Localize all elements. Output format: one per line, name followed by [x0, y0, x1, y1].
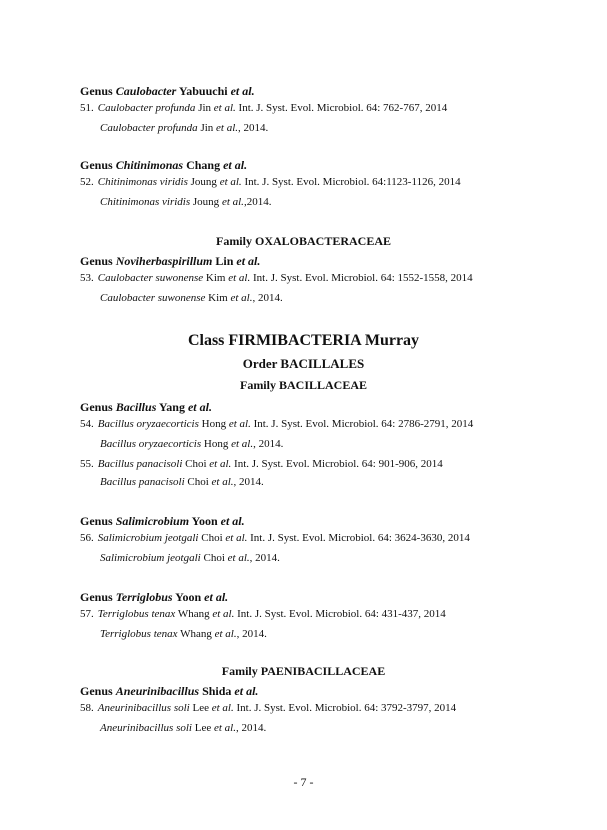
genus-name: Noviherbaspirillum [115, 254, 213, 268]
genus-etal: et al. [223, 158, 248, 172]
species-name: Salimicrobium jeotgali [97, 532, 199, 544]
species-author: Hong [198, 418, 229, 430]
genus-label: Genus [80, 158, 116, 172]
species-author: Choi [198, 532, 226, 544]
species-author: Choi [200, 552, 228, 564]
species-reference: Int. J. Syst. Evol. Microbiol. 64: 3624-3630, 2014 [247, 532, 470, 544]
genus-heading [80, 84, 255, 99]
species-etal: et al. [212, 608, 235, 620]
species-citation [100, 722, 266, 734]
species-reference: Int. J. Syst. Evol. Microbiol. 64: 431-437, 2014 [234, 608, 446, 620]
genus-author: Yang [156, 400, 188, 414]
genus-name: Caulobacter [115, 84, 177, 98]
species-etal: et al. [219, 176, 242, 188]
species-etal: et al. [214, 628, 237, 640]
species-reference: ,2014. [243, 196, 272, 208]
species-name: Bacillus panacisoli [100, 476, 185, 488]
species-entry [80, 532, 470, 544]
species-author: Lee [189, 702, 212, 714]
genus-label: Genus [80, 514, 116, 528]
genus-label: Genus [80, 684, 116, 698]
genus-author: Lin [212, 254, 237, 268]
entry-number: 54. [80, 418, 94, 430]
genus-name: Terriglobus [115, 590, 173, 604]
species-reference: , 2014. [252, 292, 283, 304]
species-etal: et al. [228, 418, 251, 430]
class-heading: Class FIRMIBACTERIA Murray [187, 332, 420, 349]
species-entry [80, 176, 461, 188]
species-citation [100, 552, 280, 564]
species-citation [100, 292, 283, 304]
species-name: Bacillus panacisoli [97, 458, 183, 470]
genus-name: Salimicrobium [115, 514, 190, 528]
species-entry [80, 272, 473, 284]
species-reference: , 2014. [253, 438, 284, 450]
species-reference: Int. J. Syst. Evol. Microbiol. 64:1123-1126, 2014 [241, 176, 461, 188]
species-reference: , 2014. [249, 552, 280, 564]
genus-author: Yabuuchi [176, 84, 231, 98]
species-etal: et al. [213, 722, 236, 734]
species-entry [80, 702, 456, 714]
species-etal: et al. [231, 438, 254, 450]
species-name: Caulobacter profunda [100, 122, 198, 134]
species-etal: et al. [216, 122, 239, 134]
genus-heading [80, 254, 260, 269]
species-name: Bacillus oryzaecorticis [97, 418, 199, 430]
species-author: Jin [195, 102, 214, 114]
genus-etal: et al. [230, 84, 255, 98]
species-entry [80, 608, 446, 620]
species-reference: , 2014. [238, 122, 269, 134]
genus-name: Chitinimonas [115, 158, 184, 172]
entry-number: 52. [80, 176, 94, 188]
genus-author: Yoon [172, 590, 205, 604]
species-reference: Int. J. Syst. Evol. Microbiol. 64: 762-767, 2014 [235, 102, 448, 114]
entry-number: 57. [80, 608, 94, 620]
species-etal: et al. [209, 458, 232, 470]
genus-heading [80, 590, 228, 605]
species-etal: et al. [228, 272, 251, 284]
family-heading: Family PAENIBACILLACEAE [221, 664, 386, 678]
species-reference: Int. J. Syst. Evol. Microbiol. 64: 3792-3797, 2014 [233, 702, 457, 714]
species-etal: et al. [221, 196, 244, 208]
entry-number: 53. [80, 272, 94, 284]
genus-heading [80, 158, 247, 173]
species-name: Caulobacter suwonense [97, 272, 204, 284]
genus-author: Shida [199, 684, 235, 698]
genus-label: Genus [80, 590, 116, 604]
species-name: Bacillus oryzaecorticis [100, 438, 202, 450]
genus-etal: et al. [187, 400, 212, 414]
genus-author: Chang [183, 158, 224, 172]
genus-name: Bacillus [115, 400, 157, 414]
species-entry [80, 102, 447, 114]
species-name: Aneurinibacillus soli [100, 722, 192, 734]
species-author: Choi [184, 476, 212, 488]
species-name: Caulobacter profunda [97, 102, 196, 114]
genus-name: Aneurinibacillus [115, 684, 200, 698]
genus-etal: et al. [220, 514, 245, 528]
genus-heading [80, 400, 212, 415]
genus-etal: et al. [236, 254, 261, 268]
species-reference: Int. J. Syst. Evol. Microbiol. 64: 901-906, 2014 [231, 458, 443, 470]
species-reference: , 2014. [236, 628, 267, 640]
species-citation [100, 628, 267, 640]
species-author: Whang [175, 608, 213, 620]
species-entry [80, 418, 473, 430]
genus-author: Yoon [189, 514, 221, 528]
species-etal: et al. [230, 292, 253, 304]
species-citation [100, 438, 283, 450]
genus-heading [80, 684, 258, 699]
species-reference: , 2014. [233, 476, 264, 488]
species-entry [80, 458, 443, 470]
species-author: Choi [182, 458, 210, 470]
species-author: Hong [201, 438, 232, 450]
genus-label: Genus [80, 254, 116, 268]
entry-number: 56. [80, 532, 94, 544]
species-name: Salimicrobium jeotgali [100, 552, 201, 564]
species-citation [100, 122, 268, 134]
species-author: Jin [197, 122, 217, 134]
order-heading: Order BACILLALES [242, 356, 365, 371]
genus-label: Genus [80, 400, 116, 414]
species-name: Chitinimonas viridis [97, 176, 188, 188]
species-author: Joung [187, 176, 220, 188]
species-reference: , 2014. [235, 722, 267, 734]
species-author: Whang [177, 628, 215, 640]
genus-heading [80, 514, 245, 529]
species-author: Lee [191, 722, 214, 734]
species-citation [100, 196, 271, 208]
species-author: Kim [203, 272, 229, 284]
entry-number: 58. [80, 702, 94, 714]
species-name: Terriglobus tenax [100, 628, 178, 640]
species-author: Kim [205, 292, 231, 304]
species-etal: et al. [211, 476, 234, 488]
species-etal: et al. [213, 102, 236, 114]
species-name: Aneurinibacillus soli [97, 702, 190, 714]
entry-number: 51. [80, 102, 94, 114]
species-etal: et al. [227, 552, 250, 564]
species-etal: et al. [211, 702, 234, 714]
species-reference: Int. J. Syst. Evol. Microbiol. 64: 1552-1558, 2014 [250, 272, 473, 284]
family-heading: Family OXALOBACTERACEAE [215, 234, 391, 248]
family-heading: Family BACILLACEAE [239, 378, 367, 392]
species-name: Chitinimonas viridis [100, 196, 191, 208]
page-number: - 7 - [293, 775, 314, 789]
entry-number: 55. [80, 458, 94, 470]
genus-label: Genus [80, 84, 116, 98]
species-name: Caulobacter suwonense [100, 292, 206, 304]
species-reference: Int. J. Syst. Evol. Microbiol. 64: 2786-2791, 2014 [250, 418, 474, 430]
species-citation [100, 476, 264, 488]
genus-etal: et al. [204, 590, 229, 604]
genus-etal: et al. [234, 684, 259, 698]
species-author: Joung [190, 196, 222, 208]
species-etal: et al. [225, 532, 248, 544]
species-name: Terriglobus tenax [97, 608, 176, 620]
